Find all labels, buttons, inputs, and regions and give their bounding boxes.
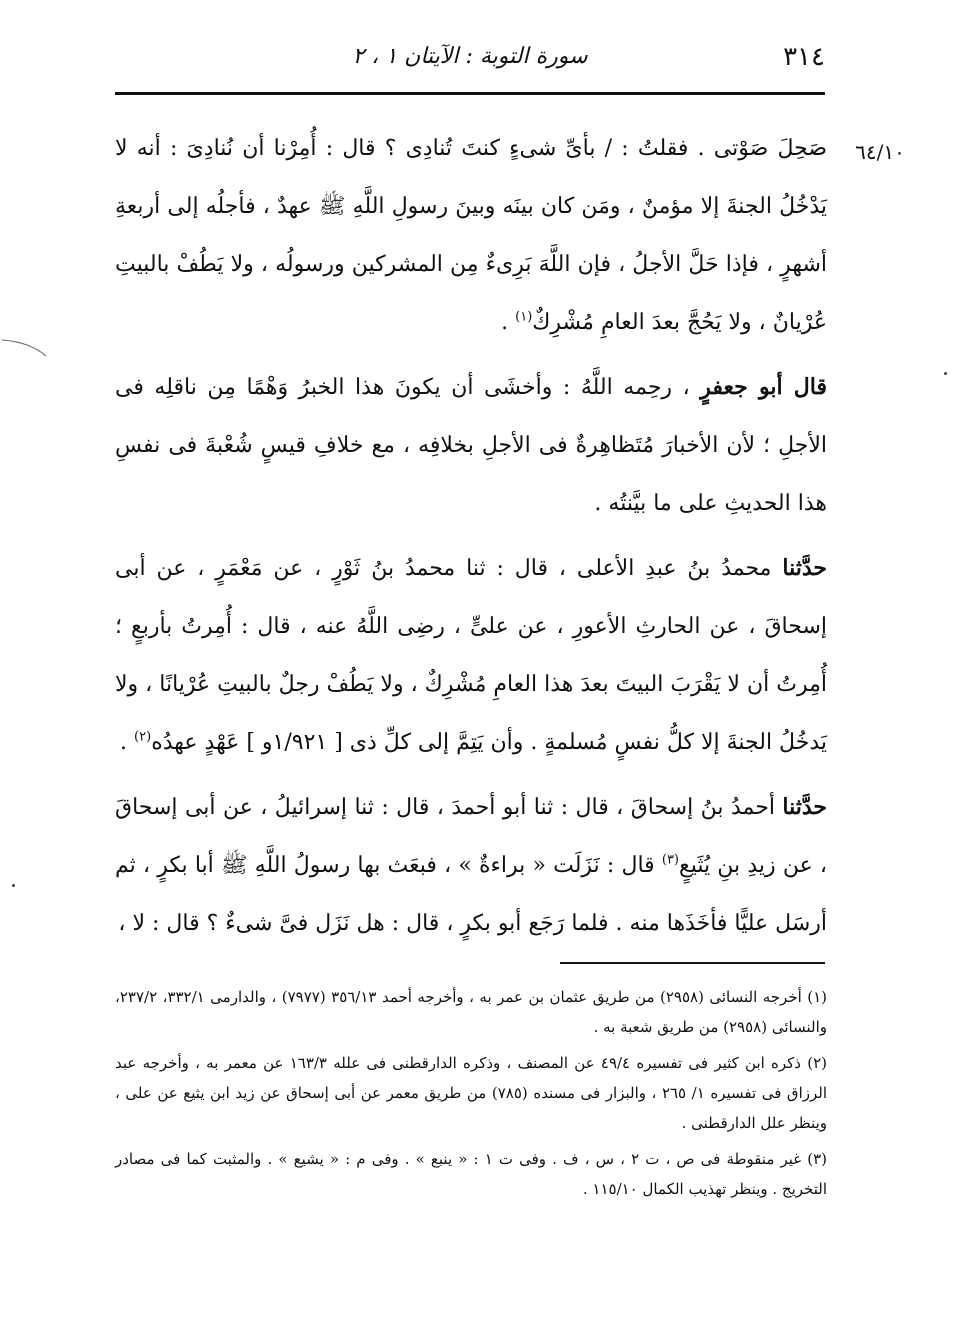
paragraph-tail: . (120, 730, 135, 755)
paragraph-4 (115, 778, 827, 953)
footnote-2: (٢) ذكره ابن كثير فى تفسيره ٤٩/٤ عن المصنف ، وذكره الدارقطنى فى علله ١٦٣/٣ عن معمر به ، وأخرجه عبد الرزاق فى تفسيره ١/ ٢٦٥ ، والبزار فى مسنده (٧٨٥) من طريق معمر عن أبى إسحاق عن زيد ابن يثيع عن على ، وينظر علل الدارقطنى . (115, 1054, 827, 1132)
footnote-1: (١) أخرجه النسائى (٢٩٥٨) من طريق عثمان بن عمر به ، وأخرجه أحمد ٣٥٦/١٣ (٧٩٧٧) ، والدارمى ٣٣٢/١، ٢٣٧/٢، والنسائى (٢٩٥٨) من طريق شعبة به . (115, 988, 827, 1036)
paragraph-lead: حدَّثنا (782, 555, 827, 581)
margin-scan-mark (0, 338, 48, 358)
footnote-ref-1: (١) (515, 309, 533, 325)
paragraph-2 (115, 358, 827, 533)
paragraph-text: ، رحِمه اللَّهُ : وأخشَى أن يكونَ هذا الخبرُ وَهْمًا مِن ناقلِه فى الأجلِ ؛ لأن الأخبارَ مُتَظاهِرةٌ فى الأجلِ بخلافِه ، مع خلافِ قيسٍ شُعْبةَ فى نفسِ هذا الحديثِ على ما بيَّنتُه . (115, 375, 827, 516)
paragraph-lead: قال أبو جعفرٍ (700, 374, 827, 400)
paragraph-1 (115, 120, 827, 352)
scan-dot (12, 884, 15, 887)
footnote-3: (٣) غير منقوطة فى ص ، ت ٢ ، س ، ف . وفى ت ١ : « ينبع » . وفى م : « يشيع » . والمثبت كما فى مصادر التخريج . وينظر تهذيب الكمال ١١٥/١٠ . (115, 1150, 828, 1198)
footnote-ref-3: (٣) (661, 852, 679, 868)
footnote-rule (560, 962, 825, 964)
page-number: ٣١٤ (783, 42, 825, 72)
paragraph-text: محمدُ بنُ عبدِ الأعلى ، قال : ثنا محمدُ بنُ ثَوْرٍ ، عن مَعْمَرٍ ، عن أبى إسحاقَ ، عن الحارثِ الأعورِ ، عن علىٍّ ، رضِى اللَّهُ عنه ، قال : أُمِرتُ بأربعٍ ؛ أُمِرتُ أن لا يَقْرَبَ البيتَ بعدَ هذا العامِ مُشْرِكٌ ، ولا يَطُفْ رجلٌ بالبيتِ عُرْيانًا ، ولا يَدخُلُ الجنةَ إلا كلُّ نفسٍ مُسلمةٍ . وأن يَتِمَّ إلى كلِّ ذى [ ١/٩٢١و ] عَهْدٍ عهدُه (115, 556, 827, 755)
footnotes (115, 982, 827, 1210)
margin-reference: ٦٤/١٠ (855, 140, 905, 164)
paragraph-3 (115, 539, 827, 772)
paragraph-text: صَحِلَ صَوْتى . فقلتُ : / بأىِّ شىءٍ كنتَ تُنادِى ؟ قال : أُمِرْنا أن نُنادِىَ : أنه لا يَدْخُلُ الجنةَ إلا مؤمنٌ ، ومَن كان بينَه وبينَ رسولِ اللَّهِ ﷺ عهدٌ ، فأجلُه إلى أربعةِ أشهرٍ ، فإذا حَلَّ الأجلُ ، فإن اللَّهَ بَرِىءٌ مِن المشركين ورسولُه ، ولا يَطُفْ بالبيتِ عُرْيانٌ ، ولا يَحُجَّ بعدَ العامِ مُشْرِكٌ (115, 136, 828, 335)
running-title: سورة التوبة : الآيتان ١ ، ٢ (352, 44, 588, 69)
footnote-ref-2: (٢) (134, 729, 152, 745)
scan-dot (944, 372, 947, 375)
paragraph-tail: . (501, 310, 516, 335)
body-text (115, 120, 827, 953)
header-rule (115, 92, 825, 95)
page-header (115, 38, 825, 78)
paragraph-text: أحمدُ بنُ إسحاقَ ، قال : ثنا أبو أحمدَ ، قال : ثنا إسرائيلُ ، عن أبى إسحاقَ ، عن زيدِ بنِ يُثَيعٍ (115, 795, 827, 878)
paragraph-tail: قال : نَزَلَت « براءةٌ » ، فبعَث بها رسولُ اللَّهِ ﷺ أبا بكرٍ ، ثم أرسَل عليًّا فأخَذَها منه . فلما رَجَع أبو بكرٍ ، قال : هل نَزَل فىَّ شىءٌ ؟ قال : لا ، (115, 853, 827, 936)
paragraph-lead: حدَّثنا (782, 794, 827, 820)
